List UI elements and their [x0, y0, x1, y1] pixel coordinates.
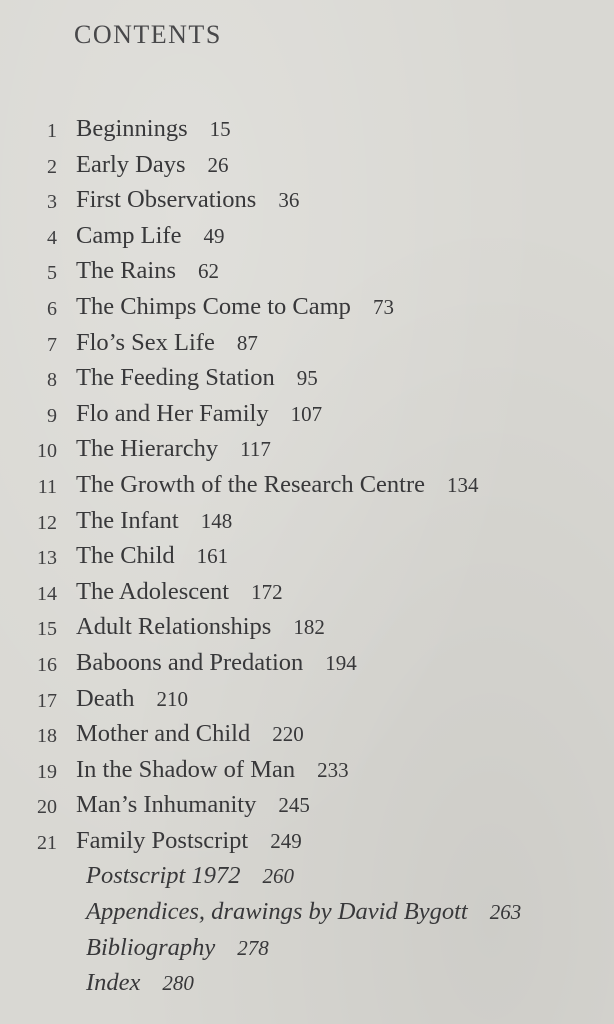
chapter-page-number: 36 [278, 188, 300, 213]
toc-entry [0, 360, 614, 396]
back-matter-page-number: 263 [489, 900, 522, 925]
chapter-title: Flo and Her Family [76, 399, 269, 427]
toc-entry [0, 289, 614, 325]
chapter-text [76, 147, 229, 184]
back-matter-page-number: 260 [262, 864, 294, 889]
chapter-text [76, 716, 304, 753]
chapter-number: 8 [47, 369, 57, 392]
toc-entry [0, 396, 614, 432]
back-matter-text [86, 930, 269, 967]
chapter-text [76, 111, 231, 148]
chapter-page-number: 220 [272, 722, 304, 747]
chapter-number: 4 [47, 226, 57, 249]
back-matter-entry [0, 858, 614, 894]
chapter-number: 20 [37, 796, 57, 819]
chapter-number: 14 [37, 582, 57, 605]
chapter-title: The Child [76, 542, 175, 570]
chapter-number: 5 [47, 262, 57, 285]
chapter-page-number: 172 [251, 579, 283, 604]
chapter-title: Baboons and Predation [76, 648, 304, 676]
chapter-text [76, 681, 188, 718]
chapter-page-number: 194 [325, 650, 357, 675]
chapter-title: The Adolescent [76, 577, 230, 605]
chapter-page-number: 249 [270, 828, 302, 853]
chapter-number: 7 [47, 333, 57, 356]
toc-entry [0, 538, 614, 574]
toc-entry [0, 218, 614, 254]
chapter-title: Man’s Inhumanity [76, 791, 257, 819]
back-matter-entry [0, 965, 614, 1001]
chapter-text [76, 787, 310, 824]
chapter-text [76, 253, 219, 290]
chapter-title: Camp Life [76, 221, 182, 249]
table-of-contents [0, 111, 614, 1001]
chapter-title: The Rains [76, 257, 177, 285]
chapter-title: Early Days [76, 150, 186, 178]
chapter-title: Adult Relationships [76, 613, 272, 641]
chapter-title: The Infant [76, 506, 179, 534]
chapter-title: First Observations [76, 186, 257, 214]
chapter-page-number: 134 [447, 472, 479, 497]
chapter-text [76, 752, 349, 789]
chapter-number: 2 [47, 155, 57, 178]
back-matter-title: Appendices, drawings by David Bygott [86, 898, 468, 926]
toc-entry [0, 111, 614, 147]
back-matter-title: Postscript 1972 [86, 862, 241, 890]
toc-entry [0, 645, 614, 681]
chapter-page-number: 148 [200, 508, 233, 533]
chapter-title: The Chimps Come to Camp [76, 292, 351, 320]
chapter-text [76, 823, 302, 860]
chapter-page-number: 26 [207, 152, 229, 177]
chapter-number: 15 [37, 618, 57, 641]
toc-entry [0, 823, 614, 859]
toc-entry [0, 752, 614, 788]
page-title: CONTENTS [74, 20, 222, 49]
chapter-number: 19 [37, 760, 57, 783]
chapter-title: The Growth of the Research Centre [76, 470, 425, 498]
chapter-number: 6 [47, 297, 57, 320]
back-matter-text [86, 858, 294, 895]
chapter-page-number: 49 [203, 223, 225, 248]
chapter-title: Mother and Child [76, 720, 251, 748]
chapter-page-number: 245 [278, 793, 310, 818]
toc-entry [0, 325, 614, 361]
back-matter-title: Bibliography [86, 933, 216, 961]
chapter-page-number: 15 [209, 117, 231, 141]
chapter-page-number: 182 [293, 615, 325, 640]
chapter-text [76, 218, 224, 255]
chapter-page-number: 233 [317, 757, 349, 782]
back-matter-entry [0, 894, 614, 930]
chapter-page-number: 161 [196, 544, 229, 569]
chapter-text [76, 325, 258, 362]
chapter-page-number: 117 [240, 437, 271, 462]
chapter-title: Family Postscript [76, 826, 249, 854]
chapter-page-number: 95 [296, 366, 318, 391]
chapter-number: 21 [37, 831, 57, 854]
toc-entry [0, 147, 614, 183]
chapter-text [76, 609, 325, 646]
toc-entry [0, 681, 614, 717]
chapter-number: 18 [37, 725, 57, 748]
chapter-number: 17 [37, 689, 57, 712]
chapter-number: 1 [47, 120, 57, 142]
chapter-number: 11 [37, 475, 57, 498]
chapter-text [76, 360, 318, 397]
chapter-page-number: 87 [236, 330, 258, 355]
chapter-number: 9 [47, 404, 57, 427]
chapter-text [76, 289, 394, 326]
chapter-text [76, 538, 228, 575]
chapter-number: 3 [47, 191, 57, 214]
back-matter-text [86, 894, 521, 931]
back-matter-title: Index [86, 969, 141, 997]
chapter-page-number: 210 [156, 686, 188, 711]
chapter-text [76, 396, 322, 433]
toc-entry [0, 431, 614, 467]
chapter-title: Beginnings [76, 115, 188, 142]
toc-entry [0, 253, 614, 289]
chapter-number: 16 [37, 653, 57, 676]
toc-entry [0, 716, 614, 752]
back-matter-page-number: 278 [237, 935, 269, 960]
chapter-text [76, 645, 357, 682]
chapter-number: 13 [37, 547, 57, 570]
toc-entry [0, 787, 614, 823]
chapter-text [76, 503, 232, 540]
toc-entry [0, 182, 614, 218]
chapter-title: In the Shadow of Man [76, 755, 296, 783]
chapter-page-number: 62 [198, 259, 220, 284]
chapter-text [76, 574, 283, 611]
back-matter-page-number: 280 [162, 971, 194, 996]
chapter-text [76, 431, 271, 468]
chapter-text [76, 467, 479, 504]
chapter-title: The Feeding Station [76, 364, 275, 392]
back-matter-text [86, 965, 194, 1002]
chapter-title: Death [76, 684, 135, 712]
toc-entry [0, 503, 614, 539]
back-matter-entry [0, 930, 614, 966]
chapter-title: The Hierarchy [76, 435, 219, 463]
chapter-page-number: 73 [372, 294, 394, 319]
chapter-number: 12 [37, 511, 57, 534]
toc-entry [0, 467, 614, 503]
chapter-number: 10 [37, 440, 57, 463]
toc-entry [0, 609, 614, 645]
chapter-text [76, 182, 299, 219]
toc-entry [0, 574, 614, 610]
chapter-page-number: 107 [290, 401, 323, 426]
chapter-title: Flo’s Sex Life [76, 328, 215, 356]
